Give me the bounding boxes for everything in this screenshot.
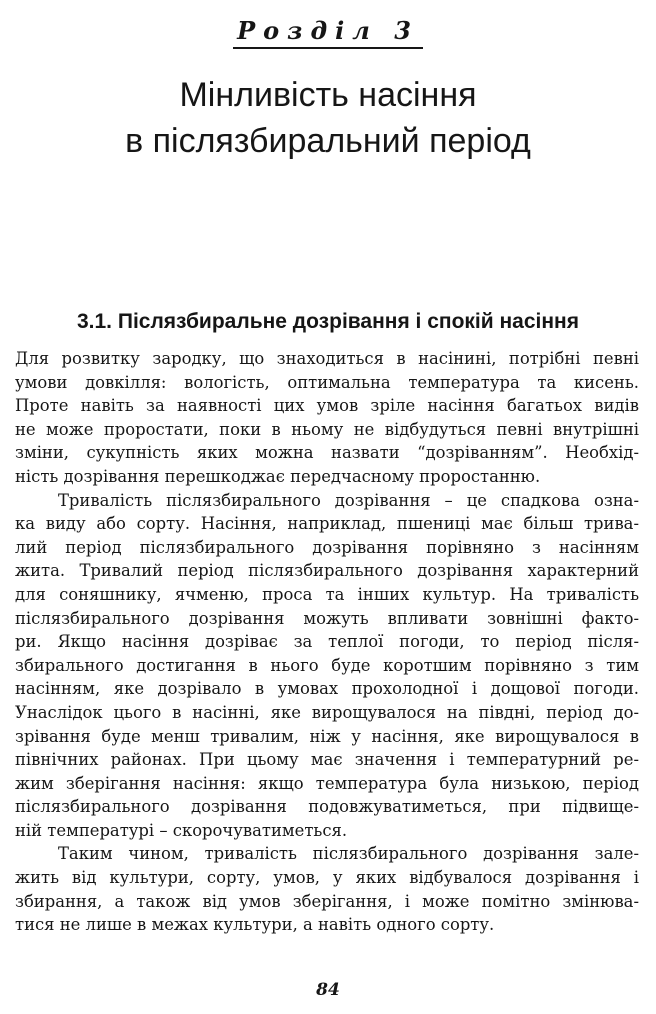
section-label: Розділ 3: [237, 16, 419, 45]
text-line: жим зберігання насіння: якщо температура була низькою, період: [15, 773, 639, 793]
text-line: післязбирального дозрівання подовжуватиметься, при підвище-: [15, 797, 639, 817]
text-line: умови довкілля: вологість, оптимальна температура та кисень.: [15, 372, 639, 392]
text-line: зміни, сукупність яких можна назвати “дозріванням”. Необхід-: [15, 443, 639, 463]
text-line: ри. Якщо насіння дозріває за теплої погоди, то період після-: [15, 632, 639, 652]
chapter-title-line-1: Мінливість насіння: [179, 76, 477, 114]
text-line: зрівання буде менш тривалим, ніж у насіння, яке вирощувалося в: [15, 726, 639, 746]
chapter-title-line-2: в післязбиральний період: [125, 122, 531, 160]
text-line: Для розвитку зародку, що знаходиться в насінині, потрібні певні: [15, 349, 639, 368]
text-line: тися не лише в межах культури, а навіть одного сорту.: [15, 915, 495, 935]
text-line: насінням, яке дозрівало в умовах прохолодної і дощової погоди.: [15, 679, 639, 699]
text-line: ність дозрівання перешкоджає передчасному проростанню.: [15, 466, 541, 486]
paragraph: [15, 347, 639, 489]
text-line: не може проростати, поки в ньому не відбудуться певні внутрішні: [15, 419, 639, 439]
section-underline: [233, 47, 423, 49]
text-line: Проте навіть за наявності цих умов зріле насіння багатьох видів: [15, 396, 639, 416]
paragraph: [15, 489, 639, 843]
text-line: для соняшнику, ячменю, проса та інших культур. На тривалість: [15, 584, 639, 604]
page-number: 84: [316, 980, 340, 1000]
text-line: збирального достигання в нього буде коротшим порівняно з тим: [15, 655, 639, 675]
text-line: ка виду або сорту. Насіння, наприклад, пшениці має більш трива-: [15, 514, 639, 534]
text-line: Унаслідок цього в насінні, яке вирощувалося на півдні, період до-: [15, 702, 639, 722]
subsection-title: 3.1. Післязбиральне дозрівання і спокій насіння: [76, 310, 579, 333]
body-text: [15, 347, 639, 937]
text-line: післязбирального дозрівання можуть впливати зовнішні факто-: [15, 608, 639, 628]
text-line: жита. Тривалий період післязбирального дозрівання характерний: [15, 561, 639, 581]
text-line: ній температурі – скорочуватиметься.: [15, 820, 348, 840]
text-line: Таким чином, тривалість післязбирального дозрівання зале-: [58, 844, 639, 864]
text-line: Тривалість післязбирального дозрівання – це спадкова озна-: [58, 490, 639, 510]
text-line: лий період післязбирального дозрівання порівняно з насінням: [15, 537, 639, 557]
paragraph: [15, 842, 639, 936]
text-line: північних районах. При цьому має значення і температурний ре-: [15, 750, 639, 770]
text-line: збирання, а також від умов зберігання, і може помітно змінюва-: [15, 891, 639, 911]
text-line: жить від культури, сорту, умов, у яких відбувалося дозрівання і: [15, 868, 639, 888]
chapter-title: [0, 72, 656, 164]
